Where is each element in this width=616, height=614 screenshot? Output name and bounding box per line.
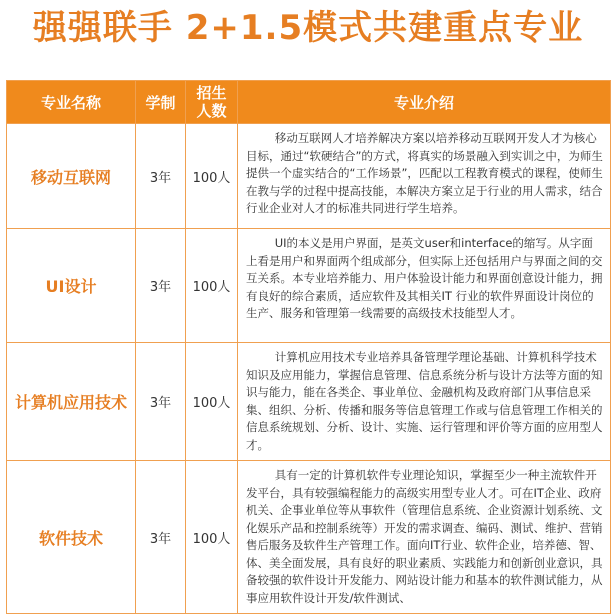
table-row [7,229,611,343]
header-enrollment [186,81,238,124]
table-row [7,461,611,614]
major-introduction: UI的本义是用户界面，是英文user和interface的缩写。从字面上看是用户和界面两个组成部分，但实际上还包括用户与界面之间的交互关系。本专业培养能力、用户体验设计能力和界面创意设计能力，拥有良好的综合素质，适应软件及其相关IT 行业的软件界面设计岗位的生产、服务和管理第一线需要的高级技术技能型人才。 [238,229,611,343]
major-introduction: 计算机应用技术专业培养具备管理学理论基础、计算机科学技术知识及应用能力，掌握信息管理、信息系统分析与设计方法等方面的知识与能力，能在各类企、事业单位、金融机构及政府部门从事信息采集、组织、分析、传播和服务等信息管理工作或与信息管理工作相关的信息系统规划、分析、设计、实施、运行管理和评价等方面的应用型人才。 [238,343,611,461]
header-enrollment-line2: 人数 [196,102,227,120]
header-major-name: 专业名称 [7,81,136,124]
major-years: 3年 [136,229,186,343]
major-name: UI设计 [7,229,136,343]
major-enrollment: 100人 [186,461,238,614]
major-name: 软件技术 [7,461,136,614]
header-years: 学制 [136,81,186,124]
major-enrollment: 100人 [186,229,238,343]
major-introduction: 移动互联网人才培养解决方案以培养移动互联网开发人才为核心目标，通过“软硬结合”的方式，将真实的场景融入到实训之中，为师生提供一个虚实结合的“工作场景”，匹配以工程教育模式的课程，使师生在教与学的过程中提高技能，本解决方案立足于行业的用人需求，结合行业企业对人才的标准共同进行学生培养。 [238,124,611,229]
major-enrollment: 100人 [186,124,238,229]
majors-table [6,80,611,614]
table-row [7,124,611,229]
page-title: 强强联手 2+1.5模式共建重点专业 [32,8,584,48]
header-enrollment-line1: 招生 [196,84,227,102]
major-name: 计算机应用技术 [7,343,136,461]
major-years: 3年 [136,461,186,614]
major-years: 3年 [136,124,186,229]
header-introduction: 专业介绍 [238,81,611,124]
major-enrollment: 100人 [186,343,238,461]
major-name: 移动互联网 [7,124,136,229]
major-years: 3年 [136,343,186,461]
table-header-row [7,81,611,124]
major-introduction: 具有一定的计算机软件专业理论知识，掌握至少一种主流软件开发平台，具有较强编程能力的高级实用型专业人才。可在IT企业、政府机关、企事业单位等从事软件（管理信息系统、企业资源计划系统、文化娱乐产品和控制系统等）开发的需求调查、编码、测试、维护、营销售后服务及软件生产管理工作。面向IT行业、软件企业，培养德、智、体、美全面发展，具有良好的职业素质、实践能力和创新创业意识，具备较强的软件设计开发能力、网站设计能力和基本的软件测试能力，从事应用软件设计开发/软件测试、 [238,461,611,614]
table-row [7,343,611,461]
